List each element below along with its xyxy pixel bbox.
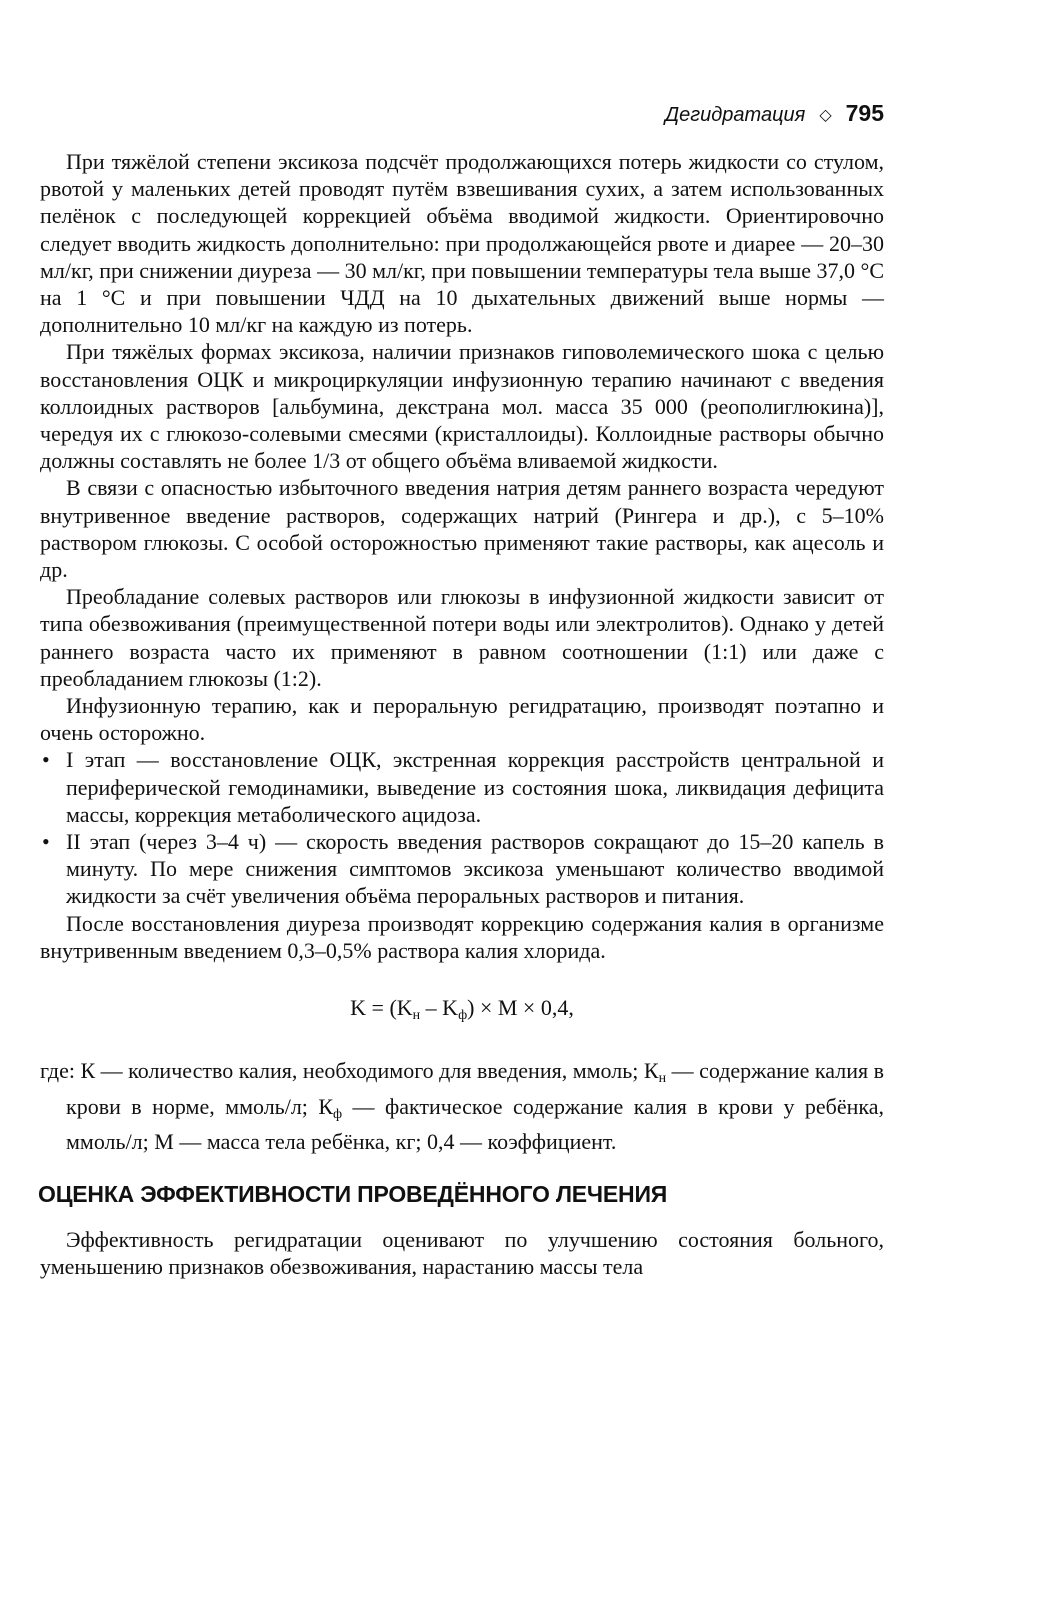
potassium-formula (40, 994, 884, 1029)
legend-subscript-norm: н (658, 1071, 667, 1087)
paragraph-potassium-correction: После восстановления диуреза производят коррекцию содержания калия в организме внутривенным введением 0,3–0,5% раствора калия хлорида. (40, 910, 884, 963)
legend-subscript-actual: ф (333, 1106, 343, 1122)
list-item-stage-2 (40, 828, 884, 910)
section-heading: ОЦЕНКА ЭФФЕКТИВНОСТИ ПРОВЕДЁННОГО ЛЕЧЕНИЯ (38, 1180, 668, 1207)
stage-1-text: I этап — восстановление ОЦК, экстренная коррекция расстройств центральной и периферической гемодинамики, выведение из состояния шока, ликвидация дефицита массы, коррекция метаболического ацидоза. (66, 747, 884, 827)
legend-part-2: — содержание калия в крови в норме, ммоль/л; К (66, 1058, 884, 1119)
paragraph-saline-glucose-ratio: Преобладание солевых растворов или глюкозы в инфузионной жидкости зависит от типа обезвоживания (преимущественной потери воды или электролитов). Однако у детей раннего возраста часто их применяют в равном соотношении (1:1) или даже с преобладанием глюкозы (1:2). (40, 584, 884, 691)
formula-lhs: K = (K (350, 995, 413, 1021)
formula-subscript-actual: ф (458, 1008, 468, 1024)
bullet-icon: • (42, 747, 50, 773)
formula-rhs: ) × M × 0,4, (467, 995, 574, 1021)
list-item-stage-1 (40, 746, 884, 828)
bullet-icon: • (42, 829, 50, 855)
stage-2-text: II этап (через 3–4 ч) — скорость введения растворов сокращают до 15–20 капель в минуту. По мере снижения симптомов эксикоза уменьшают количество вводимой жидкости за счёт увеличения объёма пероральных растворов и питания. (66, 829, 884, 909)
page-number: 795 (845, 100, 884, 126)
paragraph-severe-exicosis: При тяжёлых формах эксикоза, наличии признаков гиповолемического шока с целью восстановления ОЦК и микроциркуляции инфузионную терапию начинают с введения коллоидных растворов [альбумина, декстрана мол. масса 35 000 (реополиглюкина)], чередуя их с глюкозо-солевыми смесями (кристаллоиды). Коллоидные растворы обычно должны составлять не более 1/3 от общего объёма вливаемой жидкости. (40, 339, 884, 474)
running-head-title: Дегидратация (665, 104, 806, 126)
paragraph-infusion-stages-intro: Инфузионную терапию, как и пероральную регидратацию, производят поэтапно и очень осторожно. (40, 693, 884, 746)
paragraph-efficacy-assessment: Эффективность регидратации оценивают по улучшению состояния больного, уменьшению признаков обезвоживания, нарастанию массы тела (40, 1227, 884, 1280)
page-body (40, 148, 884, 1281)
paragraph-sodium-caution: В связи с опасностью избыточного введения натрия детям раннего возраста чередуют внутривенное введение растворов, содержащих натрий (Рингера и др.), с 5–10% раствором глюкозы. С особой осторожностью применяют такие растворы, как ацесоль и др. (40, 475, 884, 583)
diamond-ornament-icon: ◇ (819, 107, 832, 124)
formula-legend (40, 1057, 884, 1155)
running-head (40, 98, 884, 131)
paragraph-fluid-losses: При тяжёлой степени эксикоза подсчёт продолжающихся потерь жидкости со стулом, рвотой у маленьких детей проводят путём взвешивания сухих, а затем использованных пелёнок с последующей коррекцией объёма вводимой жидкости. Ориентировочно следует вводить жидкость дополнительно: при продолжающейся рвоте и диарее — 20–30 мл/кг, при снижении диуреза — 30 мл/кг, при повышении температуры тела выше 37,0 °С на 1 °С и при повышении ЧДД на 10 дыхательных движений выше нормы — дополнительно 10 мл/кг на каждую из потерь. (40, 149, 884, 338)
formula-subscript-norm: н (412, 1008, 421, 1024)
formula-minus: – K (420, 995, 459, 1021)
legend-part-3: — фактическое содержание калия в крови у ребёнка, ммоль/л; М — масса тела ребёнка, кг; 0,4 — коэффициент. (66, 1093, 884, 1154)
legend-part-1: где: К — количество калия, необходимого для введения, ммоль; К (40, 1058, 659, 1084)
infusion-stages-list (40, 746, 884, 909)
